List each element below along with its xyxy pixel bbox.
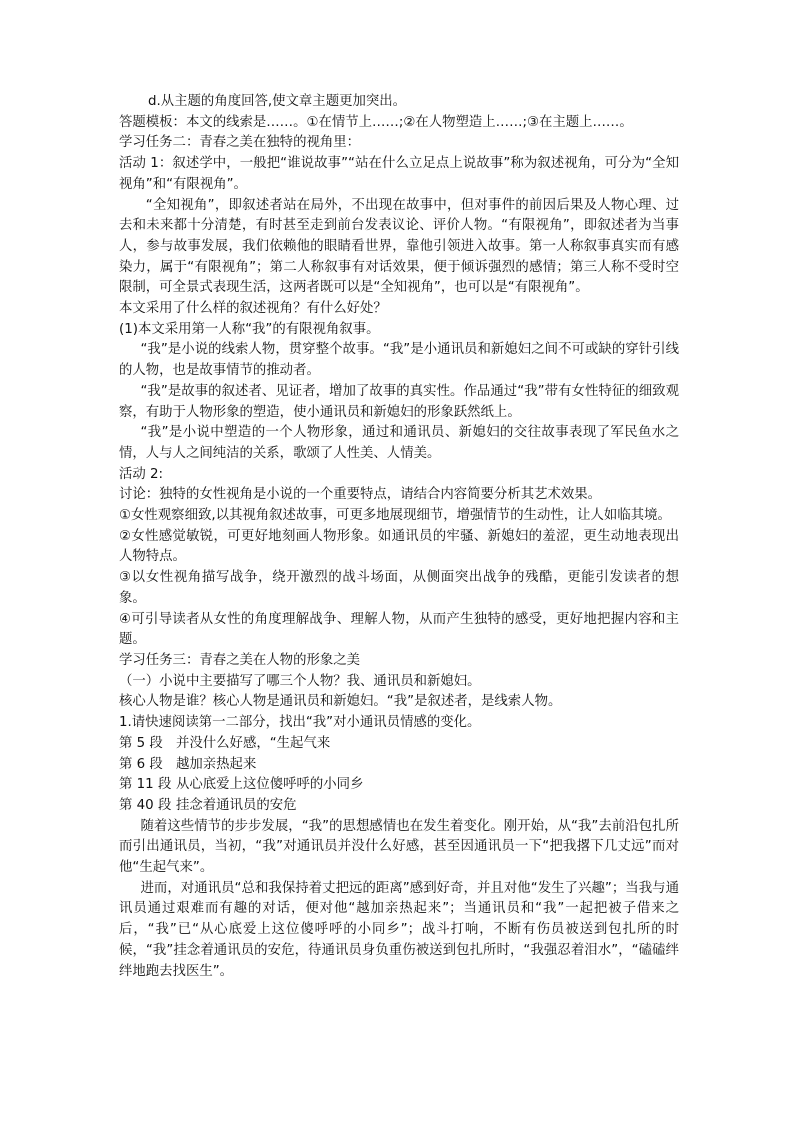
document-page [119,92,679,982]
reading-task: 1.请快速阅读第一二部分，找出“我”对小通讯员情感的变化。 [119,715,481,731]
analysis-paragraph-2: 进而，对通讯员“总和我保持着丈把远的距离”感到好奇，并且对他“发生了兴趣”；当我与通讯员通过艰难而有趣的对话，便对他“越加亲热起来”；当通讯员和“我”一起把被子借来之后，“我”已“从心底爱上这位傻呼呼的小同乡”；战斗打响，不断有伤员被送到包扎所的时候，“我”挂念着通讯员的安危，待通讯员身负重伤被送到包扎所时，“我强忍着泪水”，“磕磕绊绊地跑去找医生”。 [119,880,679,979]
stage-paragraph: 第 5 段 [119,735,163,751]
activity2-heading: 活动 2: [119,466,164,482]
task2-heading: 学习任务二：青春之美在独特的视角里： [119,135,361,151]
discussion-point-2: ②女性感觉敏锐，可更好地刻画人物形象。如通讯员的牢骚、新媳妇的羞涩，更生动地表现出人物特点。 [119,528,679,565]
activity1-paragraph: “全知视角”，即叙述者站在局外，不出现在故事中，但对事件的前因后果及人物心理、过去和未来都十分清楚，有时甚至走到前台发表议论、评价人物。“有限视角”，即叙述者为当事人，参与故事发展，我们依赖他的眼睛看世界，靠他引领进入故事。第一人称叙事真实而有感染力，属于“有限视角”；第二人称叙事有对话效果，便于倾诉强烈的感情；第三人称不受时空限制，可全景式表现生活，这两者既可以是“全知视角”，也可以是“有限视角”。 [119,197,679,296]
three-characters-question: （一）小说中主要描写了哪三个人物？我、通讯员和新媳妇。 [119,673,481,689]
answer-template: 答题模板：本文的线索是……。①在情节上……;②在人物塑造上……;③在主题上……。 [119,114,633,130]
stage-text: 从心底爱上这位傻呼呼的小同乡 [176,777,364,793]
answer-paragraph-narrator: “我”是故事的叙述者、见证者，增加了故事的真实性。作品通过“我”带有女性特征的细致观察，有助于人物形象的塑造，使小通讯员和新媳妇的形象跃然纸上。 [119,383,679,420]
emotion-stage-row [119,796,679,817]
analysis-paragraph-1: 随着这些情节的步步发展，“我”的思想感情也在发生着变化。刚开始，从“我”去前沿包扎所而引出通讯员，当初，“我”对通讯员并没什么好感，甚至因通讯员一下“把我撂下几丈远”而对他“生起气来”。 [119,818,679,876]
stage-text: 越加亲热起来 [176,756,257,772]
answer-paragraph-character: “我”是小说中塑造的一个人物形象，通过和通讯员、新媳妇的交往故事表现了军民鱼水之情，人与人之间纯洁的关系，歌颂了人性美、人情美。 [119,425,679,461]
stage-paragraph: 第 11 段 [119,777,172,793]
discussion-point-3: ③以女性视角描写战争，绕开激烈的战斗场面，从侧面突出战争的残酷，更能引发读者的想象。 [119,570,679,606]
discussion-point-4: ④可引导读者从女性的角度理解战争、理解人物，从而产生独特的感受，更好地把握内容和主题。 [119,611,679,648]
emotion-stage-row [119,755,679,776]
stage-text: 并没什么好感，“生起气来 [176,735,331,751]
stage-paragraph: 第 6 段 [119,756,163,772]
answer-point-d: d.从主题的角度回答,使文章主题更加突出。 [148,94,407,109]
stage-paragraph: 第 40 段 [119,797,172,813]
answer-first-person: (1)本文采用第一人称“我”的有限视角叙事。 [119,321,380,337]
discussion-point-1: ①女性观察细致,以其视角叙述故事，可更多地展现细节，增强情节的生动性，让人如临其境。 [119,508,671,524]
discussion-prompt: 讨论：独特的女性视角是小说的一个重要特点，请结合内容简要分析其艺术效果。 [119,487,602,503]
emotion-stage-row [119,734,679,755]
activity1-intro: 活动 1：叙述学中，一般把“谁说故事”“站在什么立足点上说故事”称为叙述视角，可分为“全知视角”和“有限视角”。 [119,156,679,192]
task3-heading: 学习任务三：青春之美在人物的形象之美 [119,652,361,668]
emotion-stage-row [119,775,679,796]
stage-text: 挂念着通讯员的安危 [176,797,297,813]
question-narrative-view: 本文采用了什么样的叙述视角？有什么好处？ [119,301,387,317]
answer-paragraph-clue: “我”是小说的线索人物，贯穿整个故事。“我”是小通讯员和新媳妇之间不可或缺的穿针引线的人物，也是故事情节的推动者。 [119,342,679,379]
core-characters: 核心人物是谁？核心人物是通讯员和新媳妇。“我”是叙述者，是线索人物。 [119,694,562,710]
